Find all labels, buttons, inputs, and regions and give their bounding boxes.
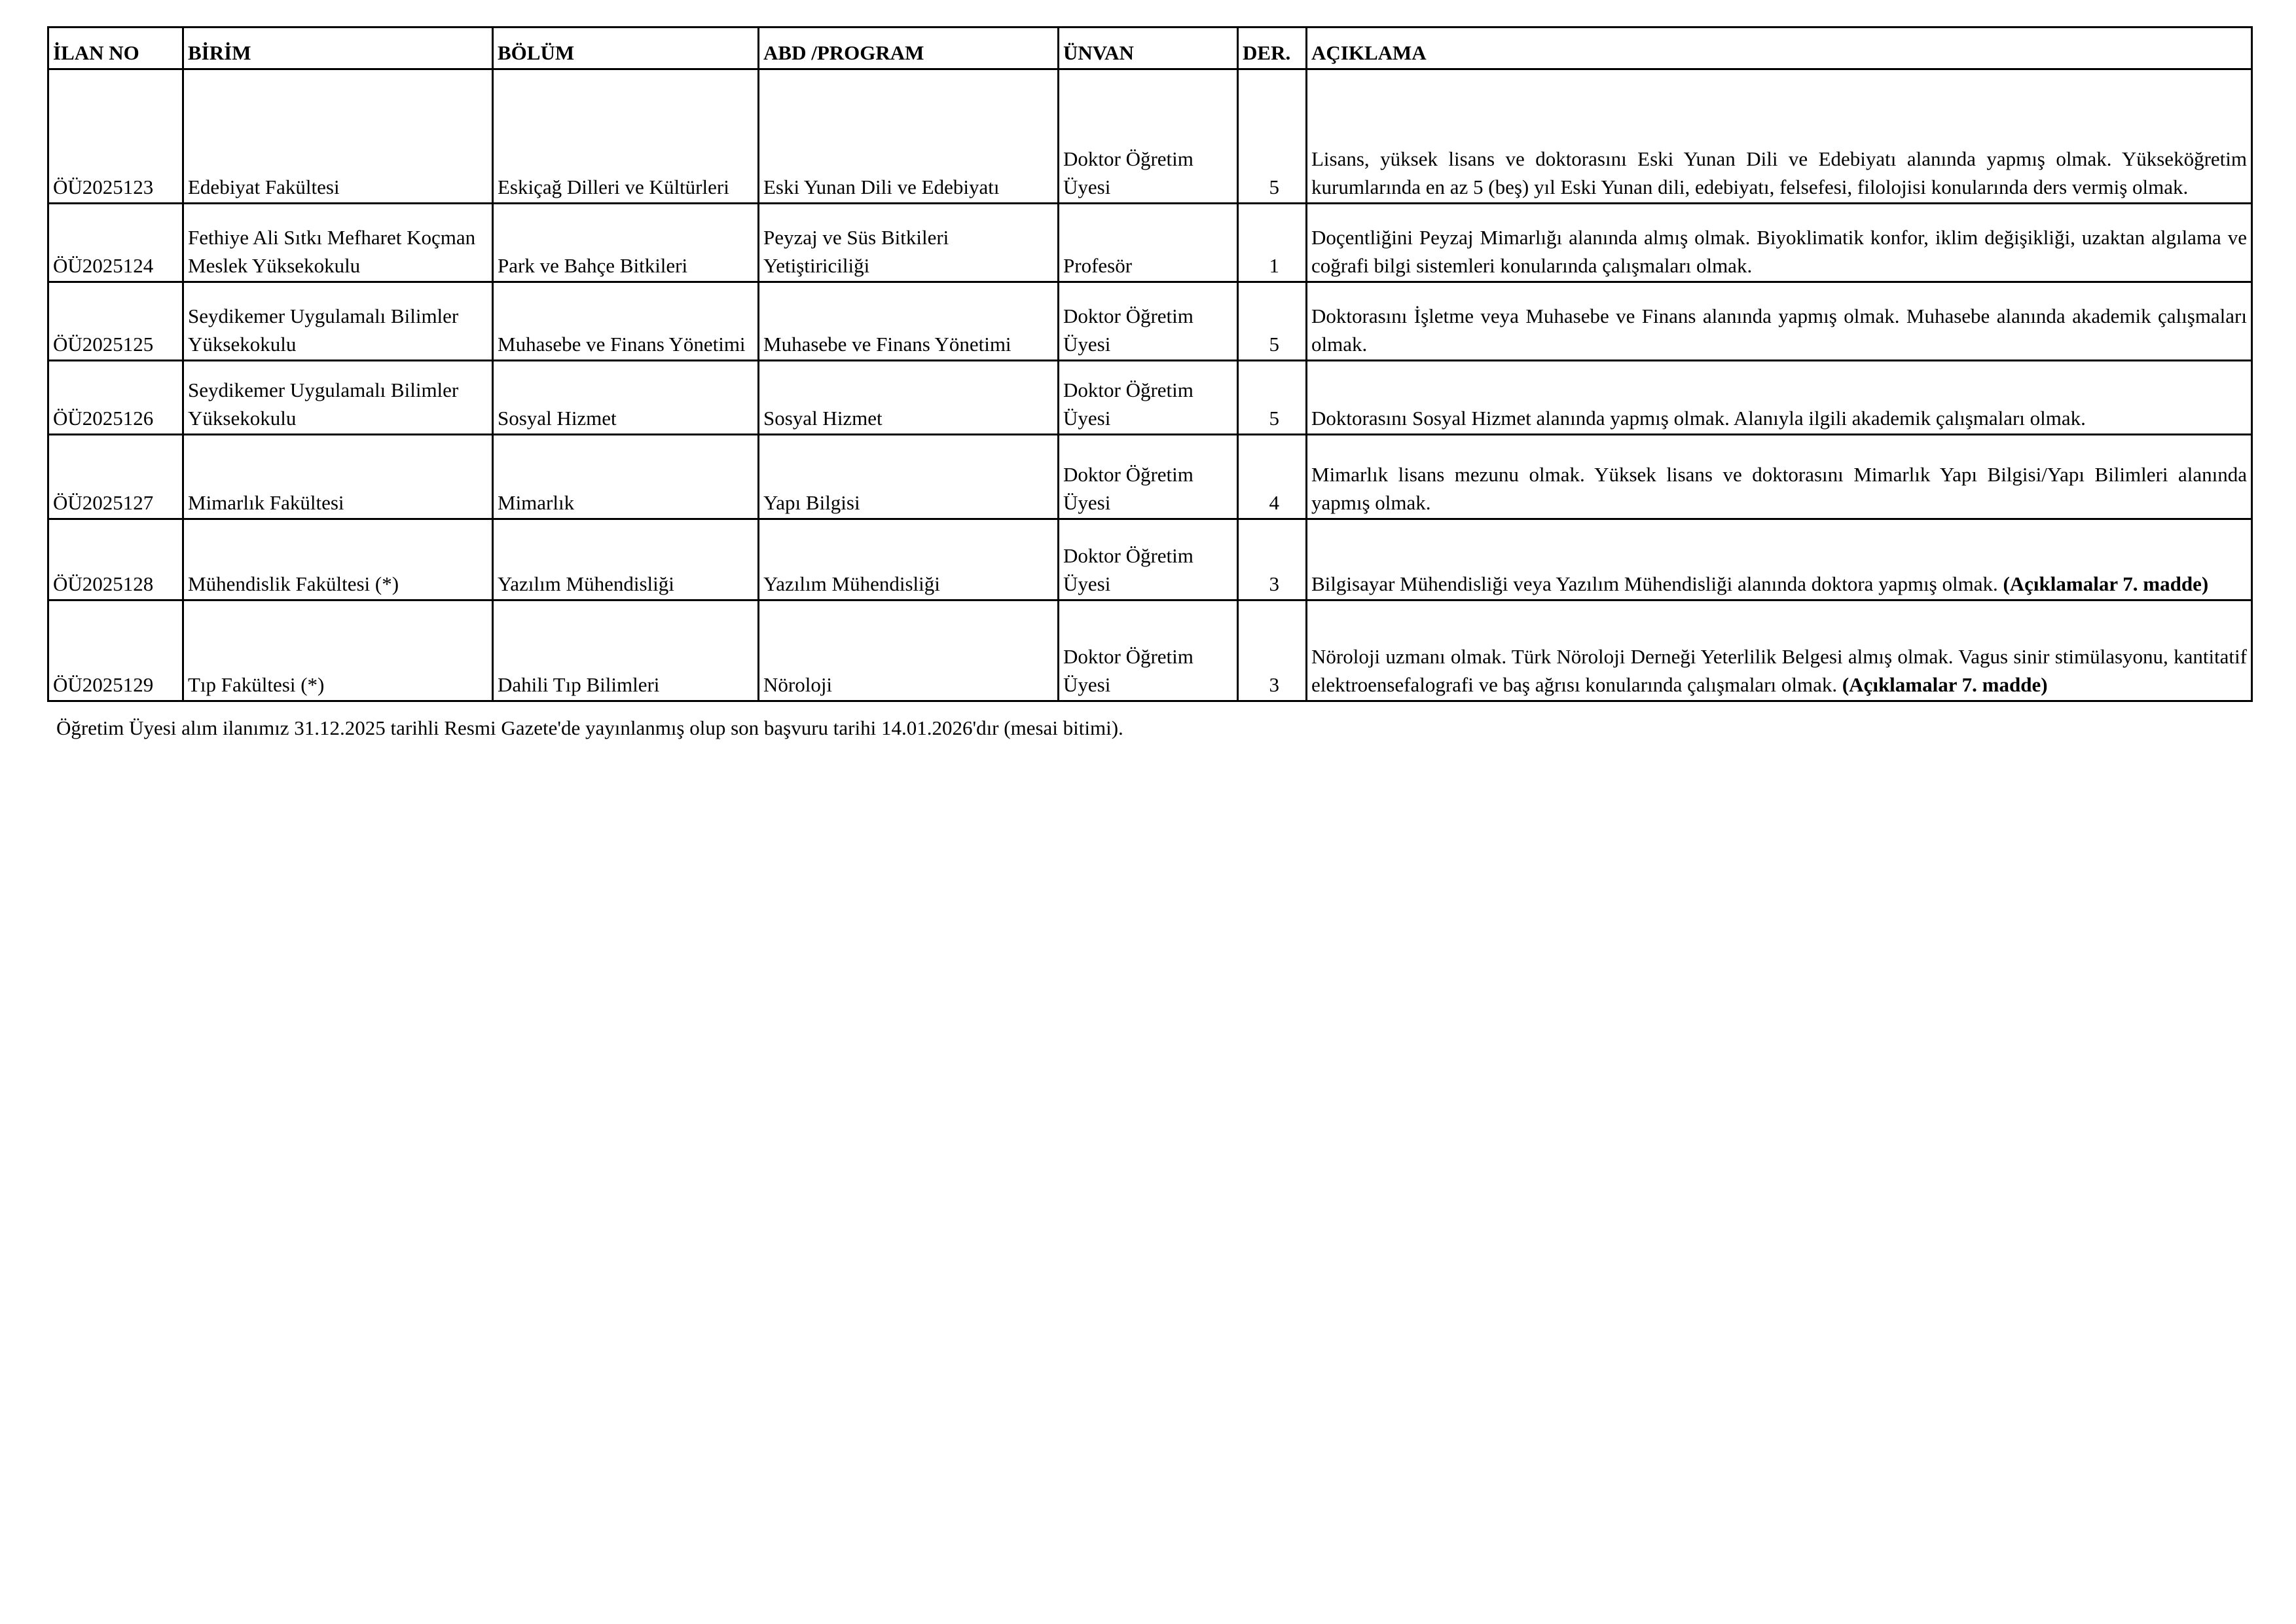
cell-aciklama: [1307, 282, 2252, 361]
header-aciklama: AÇIKLAMA: [1307, 28, 2252, 69]
cell-aciklama: [1307, 600, 2252, 701]
cell-aciklama: [1307, 69, 2252, 204]
aciklama-bold-note: (Açıklamalar 7. madde): [1842, 673, 2048, 696]
table-header-row: [48, 28, 2252, 69]
cell-bolum: Eskiçağ Dilleri ve Kültürleri: [493, 69, 759, 204]
cell-bolum: Yazılım Mühendisliği: [493, 519, 759, 600]
cell-ilan-no: ÖÜ2025124: [48, 204, 183, 282]
aciklama-text: Mimarlık lisans mezunu olmak. Yüksek lisans ve doktorasını Mimarlık Yapı Bilgisi/Yapı Bilimleri alanında yapmış olmak.: [1311, 463, 2247, 514]
cell-der: 3: [1238, 519, 1307, 600]
cell-ilan-no: ÖÜ2025125: [48, 282, 183, 361]
cell-ilan-no: ÖÜ2025126: [48, 361, 183, 435]
header-unvan: ÜNVAN: [1059, 28, 1238, 69]
aciklama-text: Lisans, yüksek lisans ve doktorasını Eski Yunan Dili ve Edebiyatı alanında yapmış olmak. Yükseköğretim kurumlarında en az 5 (beş) yıl Eski Yunan dili, edebiyatı, felsefesi, filolojisi konularında ders vermiş olmak.: [1311, 147, 2247, 198]
cell-unvan: Doktor Öğretim Üyesi: [1059, 69, 1238, 204]
cell-program: Sosyal Hizmet: [759, 361, 1059, 435]
cell-program: Muhasebe ve Finans Yönetimi: [759, 282, 1059, 361]
cell-program: Yapı Bilgisi: [759, 435, 1059, 519]
cell-aciklama: [1307, 361, 2252, 435]
cell-ilan-no: ÖÜ2025129: [48, 600, 183, 701]
cell-bolum: Mimarlık: [493, 435, 759, 519]
cell-der: 5: [1238, 282, 1307, 361]
cell-bolum: Sosyal Hizmet: [493, 361, 759, 435]
cell-aciklama: [1307, 204, 2252, 282]
table-row: [48, 361, 2252, 435]
cell-aciklama: [1307, 519, 2252, 600]
table-row: [48, 69, 2252, 204]
aciklama-text: Nöroloji uzmanı olmak. Türk Nöroloji Derneği Yeterlilik Belgesi almış olmak. Vagus sinir stimülasyonu, kantitatif elektroensefalografi ve baş ağrısı konularında çalışmaları olmak.: [1311, 645, 2247, 696]
cell-birim: Seydikemer Uygulamalı Bilimler Yüksekokulu: [183, 282, 493, 361]
cell-aciklama: [1307, 435, 2252, 519]
header-ilan-no: İLAN NO: [48, 28, 183, 69]
table-row: [48, 600, 2252, 701]
cell-birim: Tıp Fakültesi (*): [183, 600, 493, 701]
cell-birim: Fethiye Ali Sıtkı Mefharet Koçman Meslek Yüksekokulu: [183, 204, 493, 282]
cell-birim: Seydikemer Uygulamalı Bilimler Yüksekokulu: [183, 361, 493, 435]
cell-birim: Mimarlık Fakültesi: [183, 435, 493, 519]
cell-der: 5: [1238, 69, 1307, 204]
table-row: [48, 519, 2252, 600]
cell-ilan-no: ÖÜ2025128: [48, 519, 183, 600]
cell-unvan: Doktor Öğretim Üyesi: [1059, 282, 1238, 361]
cell-der: 5: [1238, 361, 1307, 435]
header-der: DER.: [1238, 28, 1307, 69]
aciklama-bold-note: (Açıklamalar 7. madde): [2003, 572, 2209, 595]
cell-program: Peyzaj ve Süs Bitkileri Yetiştiriciliği: [759, 204, 1059, 282]
cell-program: Eski Yunan Dili ve Edebiyatı: [759, 69, 1059, 204]
cell-program: Yazılım Mühendisliği: [759, 519, 1059, 600]
cell-unvan: Doktor Öğretim Üyesi: [1059, 600, 1238, 701]
header-program: ABD /PROGRAM: [759, 28, 1059, 69]
aciklama-text: Doktorasını İşletme veya Muhasebe ve Finans alanında yapmış olmak. Muhasebe alanında akademik çalışmaları olmak.: [1311, 304, 2247, 356]
aciklama-text: Bilgisayar Mühendisliği veya Yazılım Mühendisliği alanında doktora yapmış olmak.: [1311, 572, 1998, 595]
table-row: [48, 282, 2252, 361]
cell-der: 4: [1238, 435, 1307, 519]
job-posting-table: [47, 26, 2253, 702]
cell-bolum: Park ve Bahçe Bitkileri: [493, 204, 759, 282]
table-row: [48, 204, 2252, 282]
cell-unvan: Profesör: [1059, 204, 1238, 282]
cell-ilan-no: ÖÜ2025127: [48, 435, 183, 519]
cell-bolum: Muhasebe ve Finans Yönetimi: [493, 282, 759, 361]
footnote: Öğretim Üyesi alım ilanımız 31.12.2025 tarihli Resmi Gazete'de yayınlanmış olup son başvuru tarihi 14.01.2026'dır (mesai bitimi).: [56, 716, 1123, 739]
cell-ilan-no: ÖÜ2025123: [48, 69, 183, 204]
cell-program: Nöroloji: [759, 600, 1059, 701]
cell-birim: Edebiyat Fakültesi: [183, 69, 493, 204]
table-row: [48, 435, 2252, 519]
aciklama-text: Doçentliğini Peyzaj Mimarlığı alanında almış olmak. Biyoklimatik konfor, iklim değişikliği, uzaktan algılama ve coğrafi bilgi sistemleri konularında çalışmaları olmak.: [1311, 226, 2247, 277]
cell-der: 3: [1238, 600, 1307, 701]
header-bolum: BÖLÜM: [493, 28, 759, 69]
header-birim: BİRİM: [183, 28, 493, 69]
cell-unvan: Doktor Öğretim Üyesi: [1059, 435, 1238, 519]
cell-unvan: Doktor Öğretim Üyesi: [1059, 519, 1238, 600]
cell-unvan: Doktor Öğretim Üyesi: [1059, 361, 1238, 435]
aciklama-text: Doktorasını Sosyal Hizmet alanında yapmış olmak. Alanıyla ilgili akademik çalışmaları olmak.: [1311, 407, 2086, 430]
cell-bolum: Dahili Tıp Bilimleri: [493, 600, 759, 701]
cell-der: 1: [1238, 204, 1307, 282]
cell-birim: Mühendislik Fakültesi (*): [183, 519, 493, 600]
